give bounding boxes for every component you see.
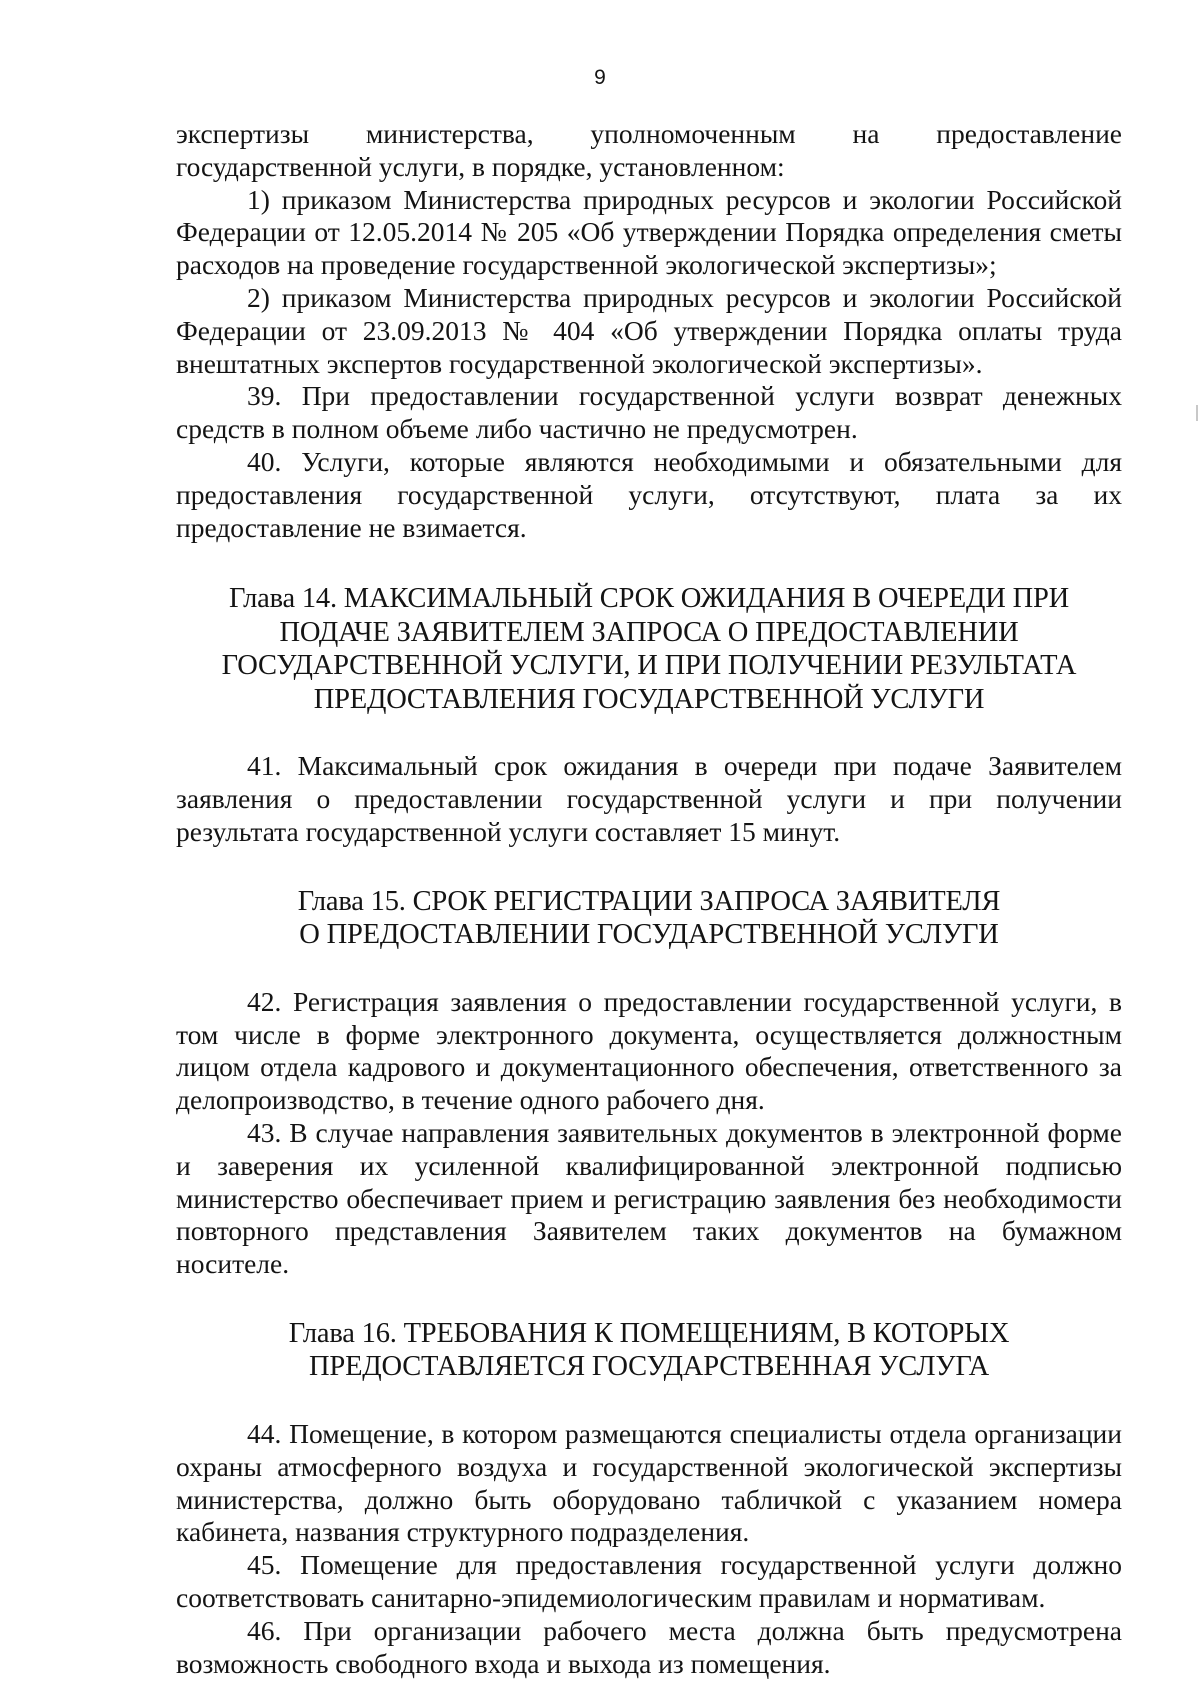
- paragraph-40: 40. Услуги, которые являются необходимыми и обязательными для предоставления государственной услуги, отсутствуют, плата за их предоставление не взимается.: [176, 445, 1122, 543]
- paragraph-42: 42. Регистрация заявления о предоставлении государственной услуги, в том числе в форме электронного документа, осуществляется должностным лицом отдела кадрового и документационного обеспечения, ответственного за делопроизводство, в течение одного рабочего дня.: [176, 985, 1122, 1116]
- chapter-16-heading-line-1: Глава 16. ТРЕБОВАНИЯ К ПОМЕЩЕНИЯМ, В КОТОРЫХ: [288, 1317, 1010, 1349]
- paragraph-44: 44. Помещение, в котором размещаются специалисты отдела организации охраны атмосферного воздуха и государственной экологической экспертизы министерства, должно быть оборудовано табличкой с указанием номера кабинета, названия структурного подразделения.: [176, 1417, 1122, 1548]
- paragraph-45: 45. Помещение для предоставления государственной услуги должно соответствовать санитарно-эпидемиологическим правилам и нормативам.: [176, 1549, 1122, 1613]
- chapter-14-heading: [176, 582, 1122, 716]
- paragraph-43: 43. В случае направления заявительных документов в электронной форме и заверения их усиленной квалифицированной электронной подписью министерство обеспечивает прием и регистрацию заявления без необходимости повторного представления Заявителем таких документов на бумажном носителе.: [176, 1116, 1122, 1280]
- paragraph-continuation-line-1: экспертизы министерства, уполномоченным на предоставление: [176, 118, 1122, 149]
- chapter-15-heading: [176, 885, 1122, 952]
- chapter-14-heading-line-4: ПРЕДОСТАВЛЕНИЯ ГОСУДАРСТВЕННОЙ УСЛУГИ: [313, 683, 985, 715]
- chapter-16-heading-line-2: ПРЕДОСТАВЛЯЕТСЯ ГОСУДАРСТВЕННАЯ УСЛУГА: [309, 1351, 989, 1383]
- paragraph-46: 46. При организации рабочего места должна быть предусмотрена возможность свободного входа и выхода из помещения.: [176, 1614, 1122, 1679]
- paragraph-continuation-line-2: государственной услуги, в порядке, установленном:: [176, 150, 785, 182]
- chapter-16-heading: [176, 1317, 1122, 1384]
- paragraph-order-404: 2) приказом Министерства природных ресурсов и экологии Российской Федерации от 23.09.2013 № 404 «Об утверждении Порядка оплаты труда внештатных экспертов государственной экологической экспертизы».: [176, 281, 1122, 379]
- chapter-14-heading-line-1: Глава 14. МАКСИМАЛЬНЫЙ СРОК ОЖИДАНИЯ В ОЧЕРЕДИ ПРИ: [229, 583, 1069, 615]
- chapter-14-heading-line-3: ГОСУДАРСТВЕННОЙ УСЛУГИ, И ПРИ ПОЛУЧЕНИИ РЕЗУЛЬТАТА: [221, 650, 1077, 682]
- page-number: 9: [594, 66, 606, 89]
- paragraph-order-205: 1) приказом Министерства природных ресурсов и экологии Российской Федерации от 12.05.2014 № 205 «Об утверждении Порядка определения сметы расходов на проведение государственной экологической экспертизы»;: [176, 183, 1122, 281]
- chapter-15-heading-line-1: Глава 15. СРОК РЕГИСТРАЦИИ ЗАПРОСА ЗАЯВИТЕЛЯ: [297, 885, 1001, 917]
- scan-mark: [1196, 405, 1198, 421]
- paragraph-39: 39. При предоставлении государственной услуги возврат денежных средств в полном объеме либо частично не предусмотрен.: [176, 380, 1122, 445]
- chapter-15-heading-line-2: О ПРЕДОСТАВЛЕНИИ ГОСУДАРСТВЕННОЙ УСЛУГИ: [299, 919, 999, 951]
- document-body: [176, 118, 1122, 1680]
- paragraph-41: 41. Максимальный срок ожидания в очереди при подаче Заявителем заявления о предоставлении государственной услуги и при получении результата государственной услуги составляет 15 минут.: [176, 750, 1122, 847]
- chapter-14-heading-line-2: ПОДАЧЕ ЗАЯВИТЕЛЕМ ЗАПРОСА О ПРЕДОСТАВЛЕНИИ: [279, 616, 1019, 648]
